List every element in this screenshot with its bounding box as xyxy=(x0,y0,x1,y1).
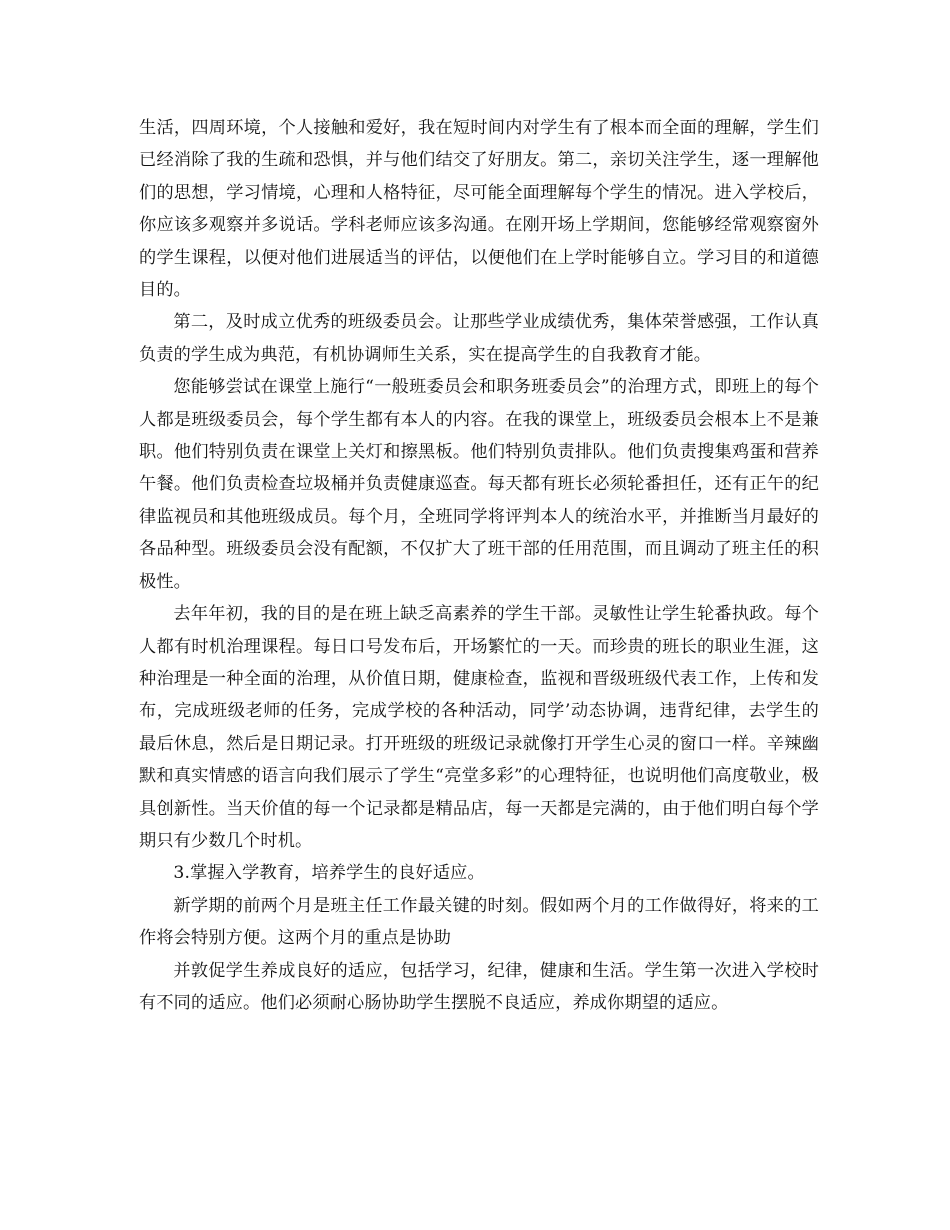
paragraph-3: 您能够尝试在课堂上施行“一般班委员会和职务班委员会”的治理方式，即班上的每个人都是班级委员会，每个学生都有本人的内容。在我的课堂上，班级委员会根本上不是兼职。他们特别负责在课堂上关灯和擦黑板。他们特别负责排队。他们负责搜集鸡蛋和营养午餐。他们负责检查垃圾桶并负责健康巡查。每天都有班长必须轮番担任，还有正午的纪律监视员和其他班级成员。每个月，全班同学将评判本人的统治水平，并推断当月最好的各品种型。班级委员会没有配额，不仅扩大了班干部的任用范围，而且调动了班主任的积极性。 xyxy=(139,377,819,592)
paragraph-5-heading: 3.掌握入学教育，培养学生的良好适应。 xyxy=(173,863,485,884)
paragraph-2: 第二，及时成立优秀的班级委员会。让那些学业成绩优秀，集体荣誉感强，工作认真负责的学生成为典范，有机协调师生关系，实在提高学生的自我教育才能。 xyxy=(139,312,819,365)
paragraph-4: 去年年初，我的目的是在班上缺乏高素养的学生干部。灵敏性让学生轮番执政。每个人都有时机治理课程。每日口号发布后，开场繁忙的一天。而珍贵的班长的职业生涯，这种治理是一种全面的治理，从价值日期，健康检查，监视和晋级班级代表工作，上传和发布，完成班级老师的任务，完成学校的各种活动，同学’动态协调，违背纪律，去学生的最后休息，然后是日期记录。打开班级的班级记录就像打开学生心灵的窗口一样。辛辣幽默和真实情感的语言向我们展示了学生“亮堂多彩”的心理特征，也说明他们高度敬业，极具创新性。当天价值的每一个记录都是精品店，每一天都是完满的，由于他们明白每个学期只有少数几个时机。 xyxy=(139,604,819,851)
paragraph-1: 生活，四周环境，个人接触和爱好，我在短时间内对学生有了根本而全面的理解，学生们已经消除了我的生疏和恐惧，并与他们结交了好朋友。第二，亲切关注学生，逐一理解他们的思想，学习情境，心理和人格特征，尽可能全面理解每个学生的情况。进入学校后，你应该多观察并多说话。学科老师应该多沟通。在刚开场上学期间，您能够经常观察窗外的学生课程，以便对他们进展适当的评估，以便他们在上学时能够自立。学习目的和道德目的。 xyxy=(139,118,819,301)
paragraph-7: 并敦促学生养成良好的适应，包括学习，纪律，健康和生活。学生第一次进入学校时有不同的适应。他们必须耐心肠协助学生摆脱不良适应，养成你期望的适应。 xyxy=(139,960,819,1013)
document-body xyxy=(139,112,819,1019)
paragraph-6: 新学期的前两个月是班主任工作最关键的时刻。假如两个月的工作做得好，将来的工作将会特别方便。这两个月的重点是协助 xyxy=(139,895,819,949)
